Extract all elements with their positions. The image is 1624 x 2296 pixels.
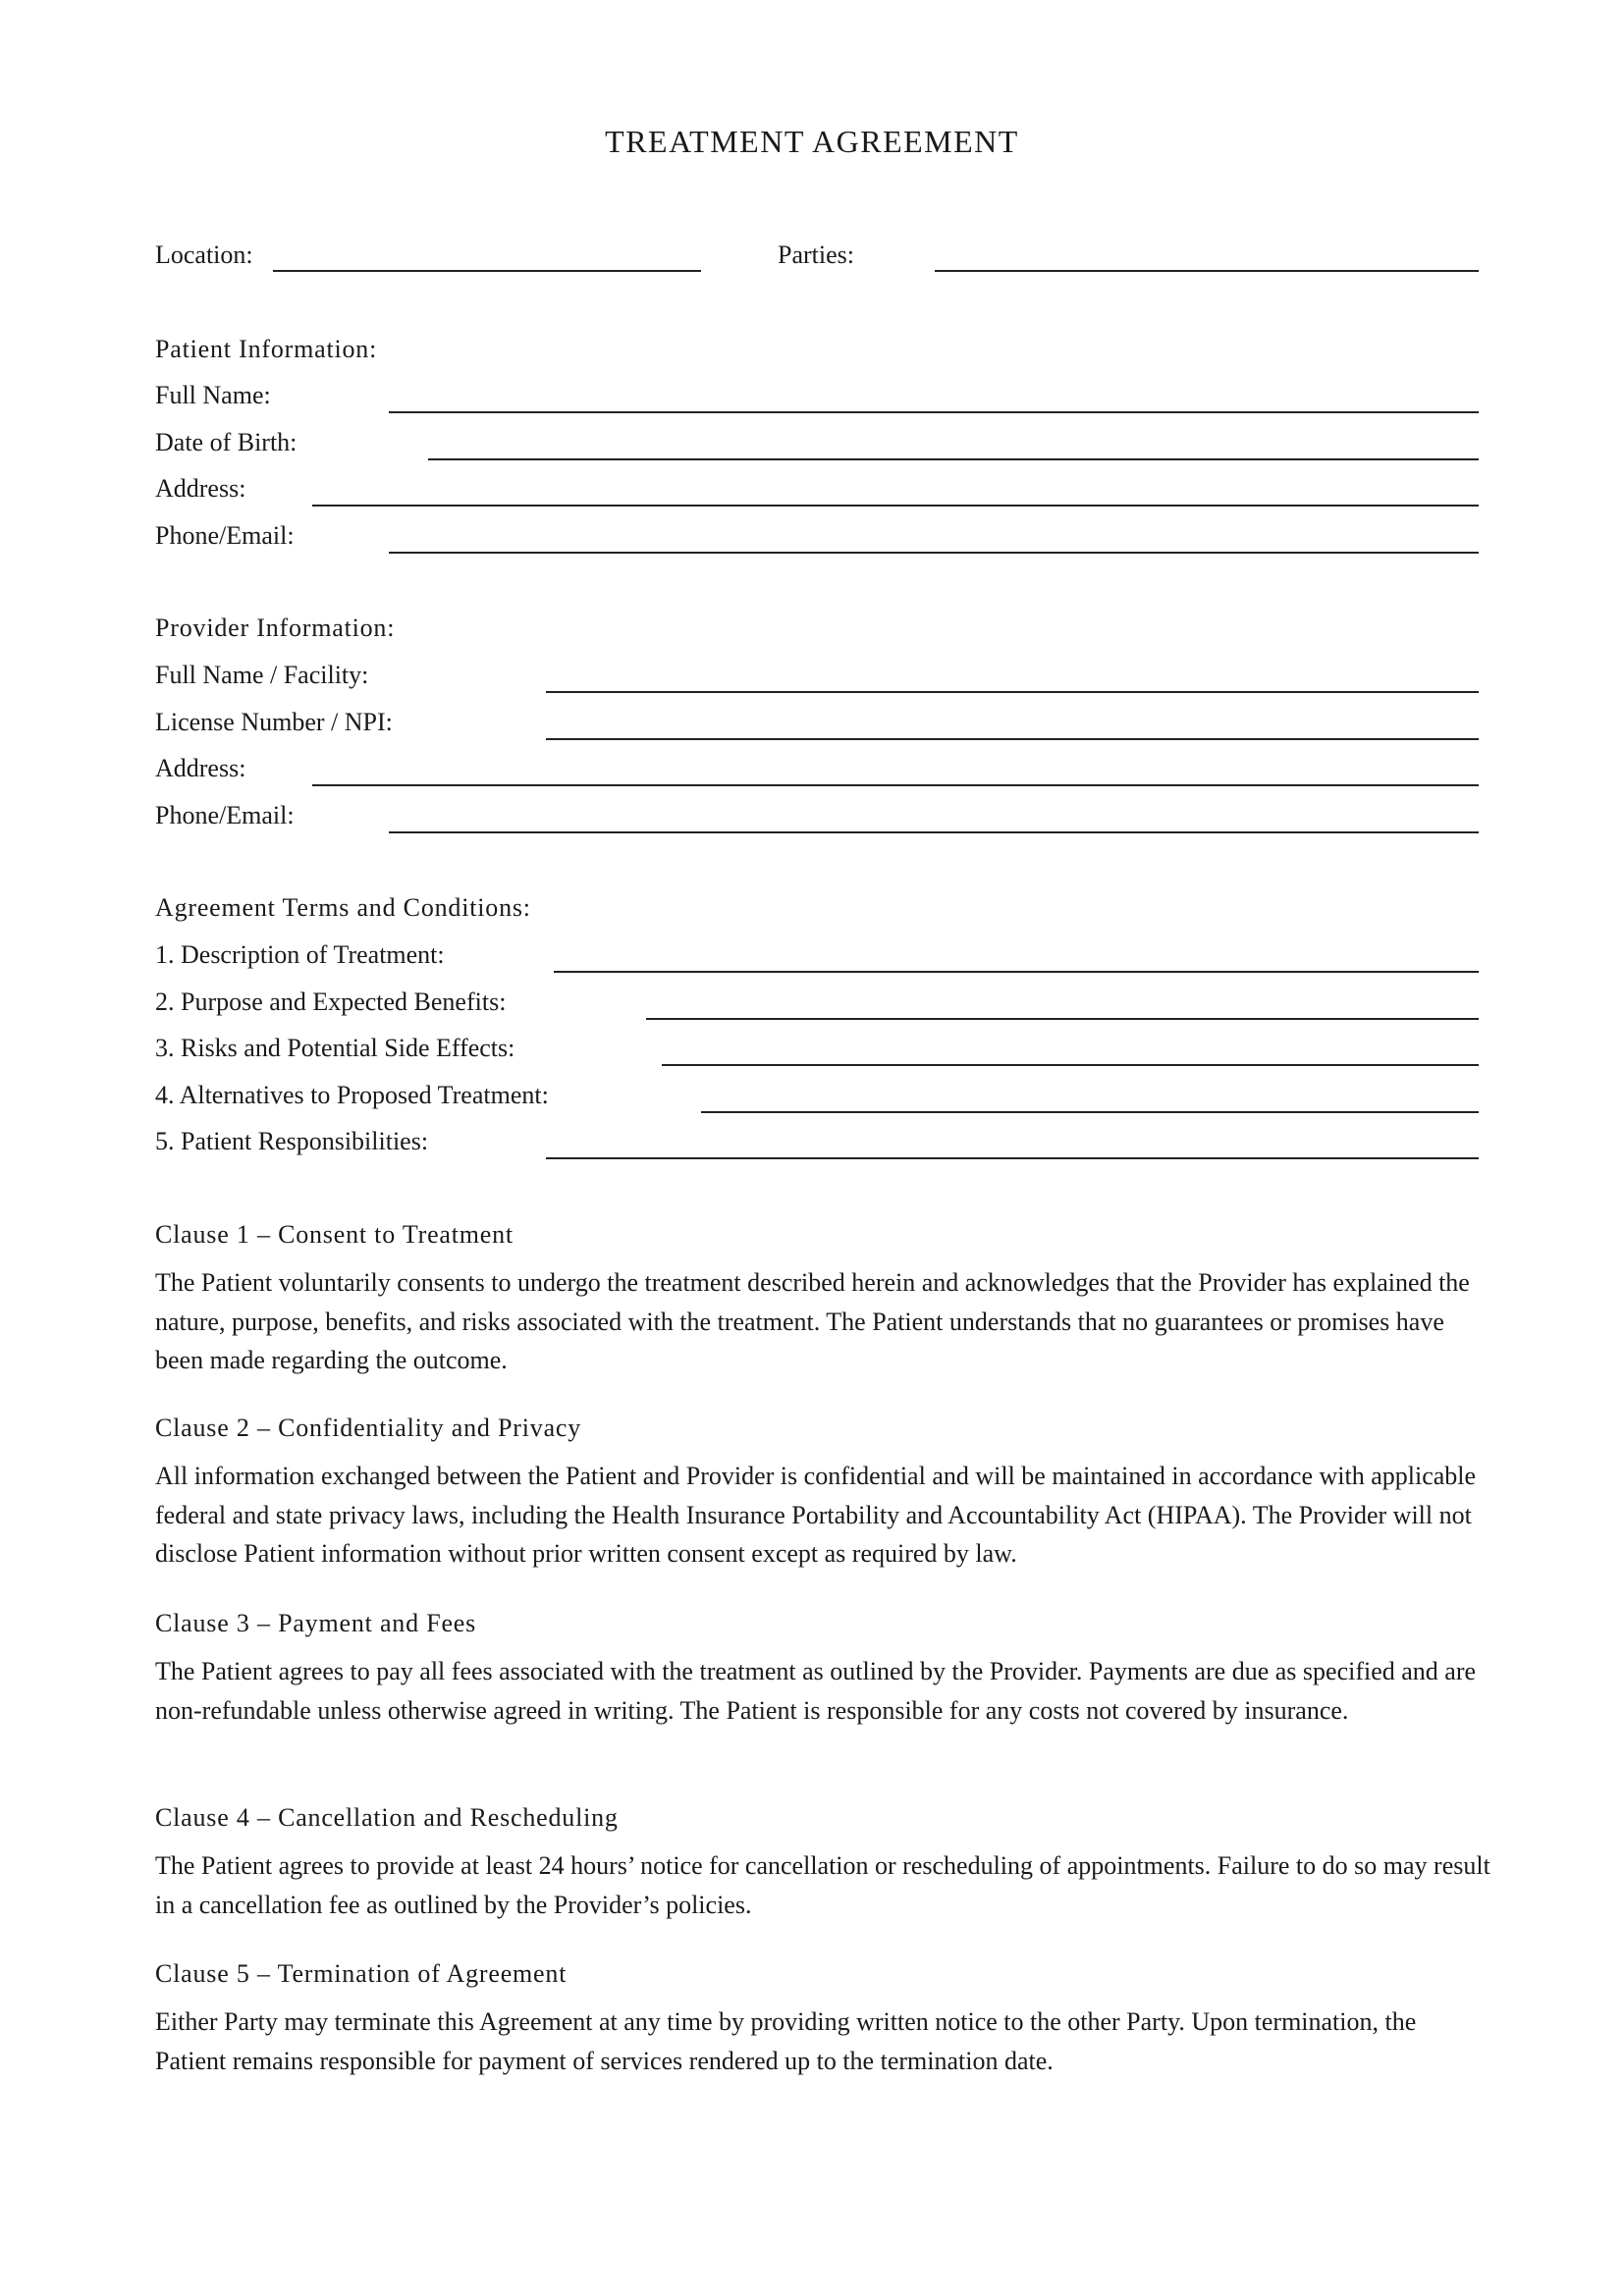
- field-label: 4. Alternatives to Proposed Treatment:: [155, 1081, 549, 1109]
- patient-full-name-row: [155, 378, 1479, 413]
- clause-3-text: The Patient agrees to pay all fees associated with the treatment as outlined by the Provider. Payments are due as specified and are non-refundable unless otherwise agreed in writing. The Patient is responsible for any costs not covered by insurance.: [155, 1657, 1477, 1725]
- clause-2-heading: Clause 2 – Confidentiality and Privacy: [155, 1414, 582, 1442]
- clause-4-text: The Patient agrees to provide at least 24 hours’ notice for cancellation or rescheduling of appointments. Failure to do so may result in a cancellation fee as outlined by the Provider’s policies.: [155, 1851, 1490, 1919]
- patient-dob-row: [155, 425, 1479, 460]
- field-label: 1. Description of Treatment:: [155, 940, 445, 969]
- parties-field[interactable]: [935, 270, 1479, 272]
- term-risks-row: [155, 1031, 1479, 1066]
- patient-address-field[interactable]: [312, 505, 1479, 507]
- clause-3-heading: Clause 3 – Payment and Fees: [155, 1609, 477, 1637]
- term-responsibilities-field[interactable]: [546, 1157, 1479, 1159]
- patient-address-row: [155, 471, 1479, 507]
- term-purpose-field[interactable]: [646, 1018, 1479, 1020]
- patient-info-heading: Patient Information:: [155, 335, 378, 363]
- field-label: Phone/Email:: [155, 521, 295, 550]
- term-description-row: [155, 937, 1479, 973]
- provider-phone-email-row: [155, 798, 1479, 833]
- term-purpose-row: [155, 985, 1479, 1020]
- terms-heading: Agreement Terms and Conditions:: [155, 893, 531, 922]
- patient-dob-field[interactable]: [428, 458, 1479, 460]
- location-field[interactable]: [273, 270, 701, 272]
- clause-4-heading: Clause 4 – Cancellation and Rescheduling: [155, 1803, 619, 1832]
- field-label: 3. Risks and Potential Side Effects:: [155, 1034, 515, 1062]
- field-label: Date of Birth:: [155, 428, 298, 456]
- term-alternatives-row: [155, 1078, 1479, 1113]
- location-label: Location:: [155, 240, 253, 269]
- document-title: TREATMENT AGREEMENT: [605, 124, 1019, 159]
- field-label: 2. Purpose and Expected Benefits:: [155, 988, 507, 1016]
- parties-label: Parties:: [778, 240, 854, 269]
- term-description-field[interactable]: [554, 971, 1479, 973]
- provider-address-field[interactable]: [312, 784, 1479, 786]
- term-risks-field[interactable]: [662, 1064, 1479, 1066]
- field-label: Address:: [155, 754, 246, 782]
- clause-5-text: Either Party may terminate this Agreement at any time by providing written notice to the other Party. Upon termination, the Patient remains responsible for payment of services rendered up to the termination date.: [155, 2007, 1417, 2075]
- clause-2-text: All information exchanged between the Patient and Provider is confidential and will be maintained in accordance with applicable federal and state privacy laws, including the Health Insurance Portability and Accountability Act (HIPAA). The Provider will not disclose Patient information without prior written consent except as required by law.: [155, 1462, 1477, 1568]
- provider-name-row: [155, 658, 1479, 693]
- field-label: License Number / NPI:: [155, 708, 393, 736]
- patient-phone-email-row: [155, 518, 1479, 554]
- term-alternatives-field[interactable]: [701, 1111, 1479, 1113]
- field-label: Full Name / Facility:: [155, 661, 369, 689]
- provider-license-row: [155, 705, 1479, 740]
- field-label: Phone/Email:: [155, 801, 295, 829]
- field-label: Full Name:: [155, 381, 271, 409]
- provider-name-field[interactable]: [546, 691, 1479, 693]
- term-responsibilities-row: [155, 1124, 1479, 1159]
- provider-license-field[interactable]: [546, 738, 1479, 740]
- clause-1-heading: Clause 1 – Consent to Treatment: [155, 1220, 514, 1249]
- field-label: 5. Patient Responsibilities:: [155, 1127, 429, 1155]
- patient-phone-email-field[interactable]: [389, 552, 1479, 554]
- clause-1-text: The Patient voluntarily consents to undergo the treatment described herein and acknowledges that the Provider has explained the nature, purpose, benefits, and risks associated with the treatment. The Patient understands that no guarantees or promises have been made regarding the outcome.: [155, 1268, 1470, 1374]
- provider-phone-email-field[interactable]: [389, 831, 1479, 833]
- provider-address-row: [155, 751, 1479, 786]
- patient-full-name-field[interactable]: [389, 411, 1479, 413]
- provider-info-heading: Provider Information:: [155, 614, 396, 642]
- field-label: Address:: [155, 474, 246, 503]
- clause-5-heading: Clause 5 – Termination of Agreement: [155, 1959, 568, 1988]
